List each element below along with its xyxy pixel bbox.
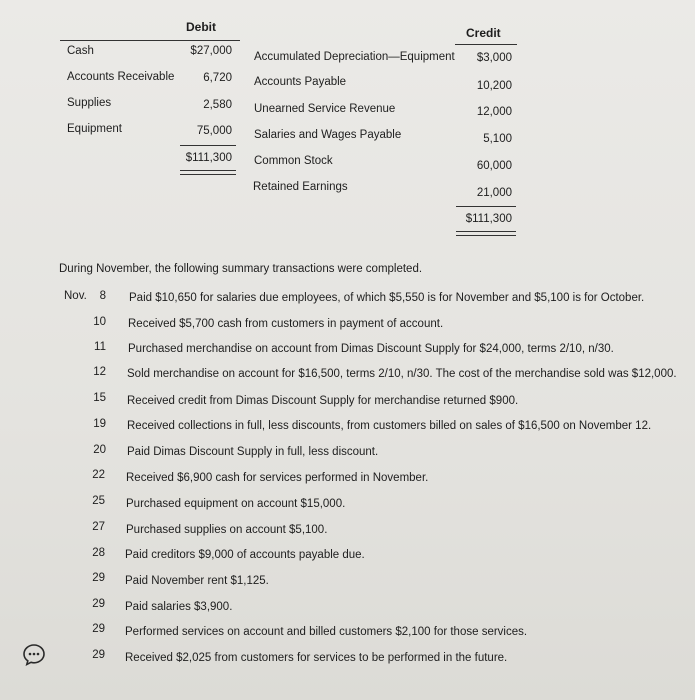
- transaction-text: Paid $10,650 for salaries due employees, of which $5,550 is for November and $5,100 is for October.: [129, 292, 645, 304]
- credit-account-name: Unearned Service Revenue: [254, 103, 396, 115]
- debit-account-name: Supplies: [67, 97, 112, 109]
- transaction-text: Purchased merchandise on account from Dimas Discount Supply for $24,000, terms 2/10, n/30.: [128, 343, 614, 355]
- transaction-text: Purchased equipment on account $15,000.: [126, 498, 346, 510]
- credit-account-amount: 21,000: [476, 187, 512, 199]
- transaction-day: 29: [92, 623, 105, 635]
- transaction-day: 29: [92, 649, 105, 661]
- transaction-day: 28: [92, 547, 105, 559]
- chat-bubble-icon[interactable]: [22, 643, 46, 667]
- debit-account-amount: 2,580: [203, 99, 232, 111]
- credit-account-amount: 12,000: [476, 106, 512, 118]
- transaction-text: Purchased supplies on account $5,100.: [126, 524, 328, 536]
- transaction-text: Received $6,900 cash for services performed in November.: [126, 472, 429, 484]
- transaction-text: Received $5,700 cash from customers in payment of account.: [128, 318, 444, 330]
- credit-account-name: Accumulated Depreciation—Equipment: [254, 51, 455, 63]
- debit-header-rule: [60, 40, 240, 41]
- credit-account-amount: 60,000: [476, 160, 512, 172]
- transaction-day: 25: [92, 495, 105, 507]
- debit-total: $111,300: [185, 152, 232, 164]
- credit-account-name: Common Stock: [254, 155, 333, 167]
- transaction-text: Received $2,025 from customers for services to be performed in the future.: [125, 652, 508, 664]
- debit-account-name: Cash: [67, 45, 94, 57]
- debit-total-double-rule: [180, 170, 236, 175]
- credit-account-amount: 5,100: [483, 133, 512, 145]
- transaction-text: Received credit from Dimas Discount Supply for merchandise returned $900.: [127, 395, 519, 407]
- transaction-text: Paid Dimas Discount Supply in full, less discount.: [127, 446, 379, 458]
- transaction-text: Received collections in full, less discounts, from customers billed on sales of $16,500 on November 12.: [127, 420, 652, 432]
- debit-account-amount: 75,000: [196, 125, 232, 137]
- transaction-day: 8: [99, 290, 106, 302]
- debit-header: Debit: [186, 20, 216, 34]
- transaction-day: 11: [94, 341, 106, 353]
- transaction-day: 19: [93, 418, 106, 430]
- credit-account-amount: 10,200: [476, 80, 512, 92]
- debit-account-amount: 6,720: [203, 72, 232, 84]
- transaction-day: 12: [93, 366, 106, 378]
- debit-account-name: Equipment: [67, 123, 122, 135]
- transaction-text: Sold merchandise on account for $16,500, terms 2/10, n/30. The cost of the merchandise sold was $12,000.: [127, 368, 677, 380]
- transaction-day: 27: [92, 521, 105, 533]
- credit-account-amount: $3,000: [476, 52, 512, 64]
- transaction-day: 29: [92, 598, 105, 610]
- credit-header-rule: [455, 44, 517, 45]
- credit-header: Credit: [466, 26, 501, 40]
- credit-account-name: Retained Earnings: [253, 181, 348, 193]
- credit-account-name: Salaries and Wages Payable: [254, 129, 402, 141]
- intro-text: During November, the following summary transactions were completed.: [59, 263, 423, 275]
- credit-total-rule: [456, 206, 516, 207]
- transaction-text: Paid salaries $3,900.: [125, 601, 233, 613]
- transaction-text: Paid November rent $1,125.: [125, 575, 269, 587]
- transaction-day: 10: [93, 316, 106, 328]
- month-label: Nov.: [64, 290, 87, 302]
- transaction-text: Performed services on account and billed customers $2,100 for those services.: [125, 626, 528, 638]
- transaction-day: 29: [92, 572, 105, 584]
- debit-account-amount: $27,000: [190, 45, 232, 57]
- transaction-text: Paid creditors $9,000 of accounts payable due.: [125, 549, 365, 561]
- credit-total-double-rule: [456, 231, 516, 236]
- credit-account-name: Accounts Payable: [254, 76, 347, 88]
- debit-total-rule: [180, 145, 236, 146]
- credit-total: $111,300: [465, 213, 512, 225]
- debit-account-name: Accounts Receivable: [67, 71, 175, 83]
- transaction-day: 22: [92, 469, 105, 481]
- transaction-day: 20: [93, 444, 106, 456]
- transaction-day: 15: [93, 392, 106, 404]
